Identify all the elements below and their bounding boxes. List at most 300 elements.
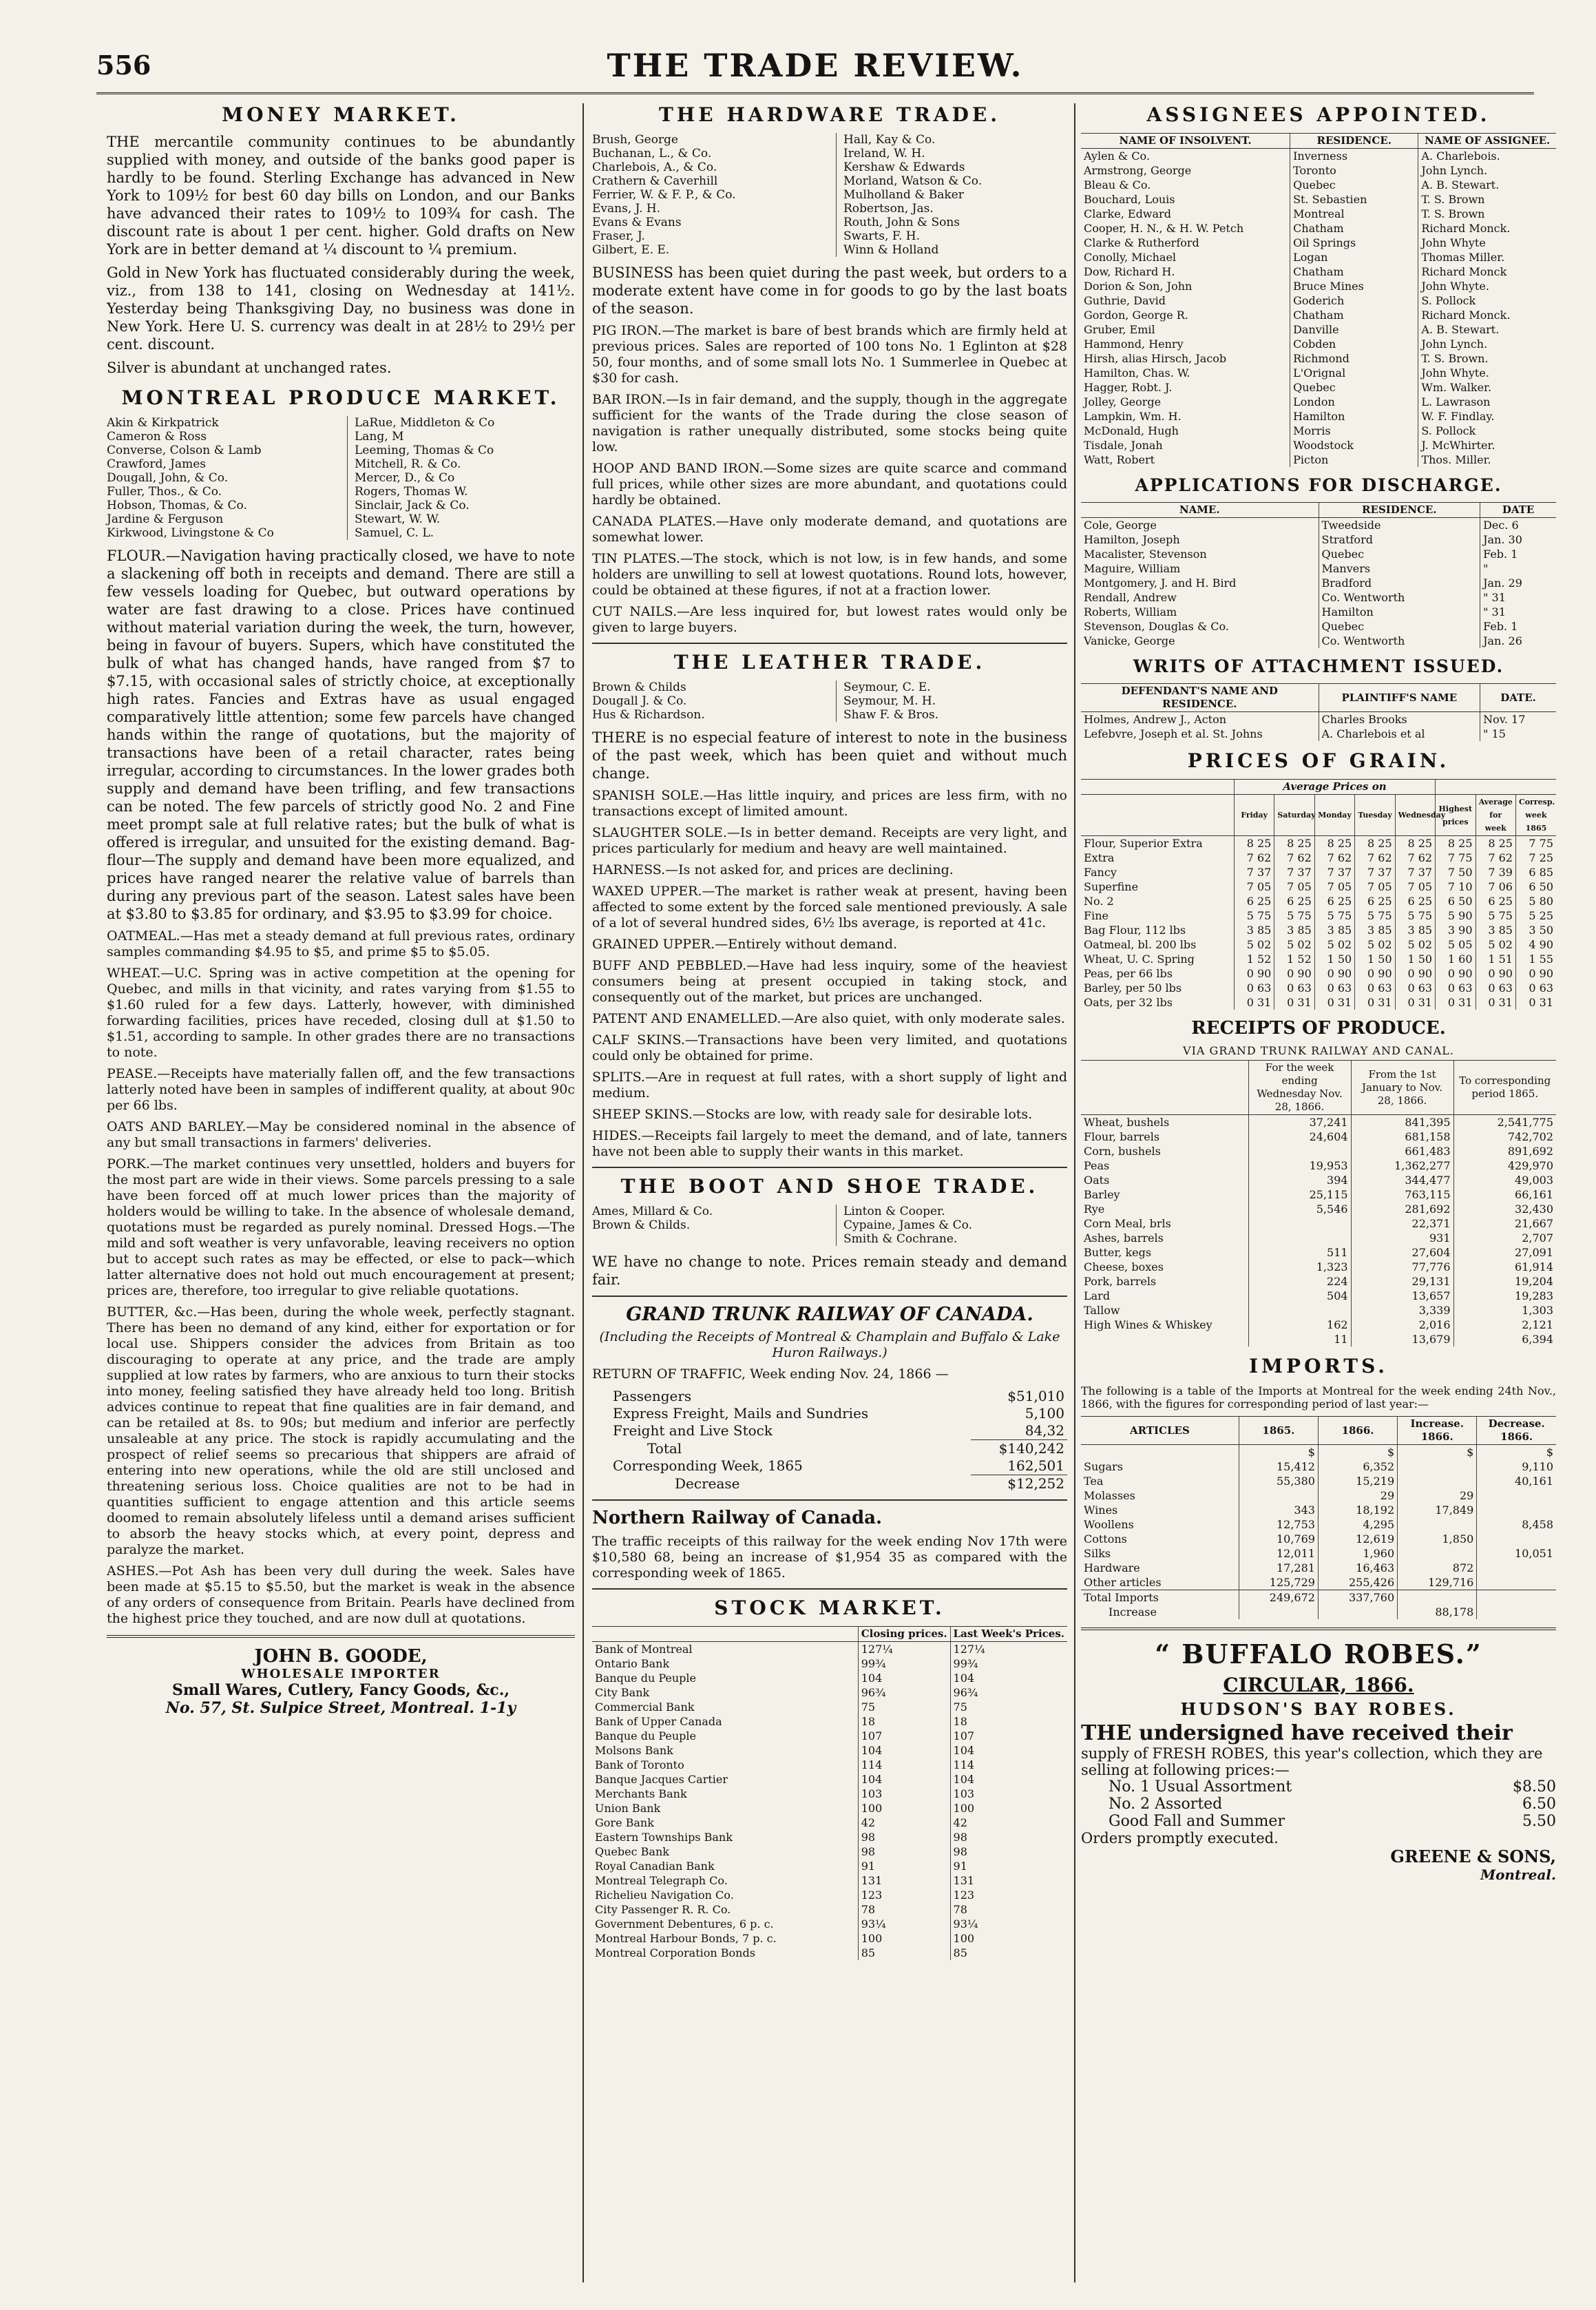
table-cell: " [1480, 561, 1556, 576]
table-cell: 100 [950, 1801, 1067, 1815]
table-row [1081, 727, 1556, 741]
table-cell: 3 85 [1274, 923, 1314, 937]
table-row [1081, 395, 1556, 409]
spanish-sole-paragraph: SPANISH SOLE.—Has little inquiry, and prices are less firm, with no transactions except of limited amount. [592, 788, 1067, 819]
table-cell: 7 25 [1515, 851, 1556, 865]
table-row [1081, 279, 1556, 293]
table-cell: 162 [1248, 1318, 1351, 1332]
table-cell: Bag Flour, 112 lbs [1084, 924, 1186, 937]
table-cell: 5 90 [1436, 908, 1476, 923]
table-row [592, 1743, 1067, 1758]
boot-firms-left [592, 1205, 823, 1246]
table-cell: 7 05 [1274, 880, 1314, 894]
table-row [1081, 1158, 1556, 1173]
table-cell: City Bank [595, 1686, 650, 1699]
table-cell: 3 50 [1515, 923, 1556, 937]
table-cell: Dow, Richard H. [1084, 265, 1175, 278]
gtr-title: GRAND TRUNK RAILWAY OF CANADA. [626, 1304, 1033, 1325]
table-cell: 55,380 [1239, 1474, 1318, 1488]
table-row [1081, 1561, 1556, 1575]
table-cell: 6 50 [1515, 880, 1556, 894]
table-cell: S. Pollock [1418, 424, 1556, 438]
table-cell: Holmes, Andrew J., Acton [1084, 713, 1227, 726]
table-row [592, 1931, 1067, 1946]
firm-name: Morland, Watson & Co. [843, 174, 983, 188]
firm-name: Lang, M [355, 430, 404, 444]
table-row [592, 1830, 1067, 1844]
table-row [1081, 851, 1556, 865]
table-cell: 40,161 [1477, 1474, 1556, 1488]
column-rule [1074, 103, 1075, 2282]
table-row [1081, 1318, 1556, 1332]
bar-iron-paragraph: BAR IRON.—Is in fair demand, and the supply, though in the aggregate sufficient for the wants of the Trade during the close season of navigation is rather unequally distributed, some stocks being quite low. [592, 392, 1067, 455]
price-line: Good Fall and Summer 5.50 [1109, 1813, 1556, 1830]
table-cell: Wm. Walker. [1418, 380, 1556, 395]
table-cell: No. 2 [1084, 895, 1114, 908]
gtr-traffic-table [592, 1388, 1067, 1492]
page-number: 556 [96, 50, 151, 81]
firm-name: Seymour, M. H. [843, 694, 936, 708]
firm-name: Leeming, Thomas & Co [355, 444, 494, 457]
divider [592, 1588, 1067, 1590]
table-cell: Ontario Bank [595, 1657, 670, 1670]
table-cell: Quebec Bank [595, 1845, 669, 1858]
table-cell: 77,776 [1351, 1260, 1453, 1274]
leather-firms-left [592, 680, 823, 722]
divider [592, 1499, 1067, 1501]
table-cell: Pork, barrels [1084, 1275, 1157, 1288]
ad-name: JOHN B. GOODE, [254, 1646, 428, 1667]
firm-name: Hall, Kay & Co. [843, 133, 936, 147]
table-cell: A. Charlebois. [1418, 149, 1556, 164]
table-cell: Molsons Bank [595, 1744, 673, 1757]
column-3 [1081, 103, 1556, 2282]
table-cell: Fancy [1084, 866, 1117, 879]
table-cell: Maguire, William [1084, 562, 1181, 575]
table-cell: 66,161 [1453, 1187, 1556, 1202]
wheat-paragraph: WHEAT.—U.C. Spring was in active competition at the opening for Quebec, and mills in that vicinity, and rates varying from $1.55 to $1.60 ruled for a few days. Latterly, however, with diminished forwarding facilities, prices have receded, closing dull at $1.50 to $1.51, according to sample. In other grades there are no transactions to note. [107, 966, 575, 1060]
table-cell: Superfine [1084, 880, 1139, 893]
table-cell: Ashes, barrels [1084, 1231, 1164, 1245]
table-cell: 1 51 [1476, 952, 1515, 966]
table-cell: 1 55 [1515, 952, 1556, 966]
table-cell: 37,241 [1248, 1115, 1351, 1130]
table-header: For the week ending Wednesday Nov. 28, 1866. From the 1st January to Nov. 28, 1866. To corresponding period 1865. [1081, 1061, 1556, 1115]
table-row [1081, 1546, 1556, 1561]
table-cell: 131 [858, 1873, 950, 1888]
table-cell: S. Pollock [1418, 293, 1556, 308]
table-cell: Stratford [1319, 532, 1480, 547]
tin-plates-paragraph: TIN PLATES.—The stock, which is not low, is in few hands, and some holders are unwilling to sell at lowest quotations. Round lots, however, could be obtained at these figures, if not at a fraction lower. [592, 551, 1067, 598]
leather-firm-list [592, 680, 1067, 722]
firm-name: Shaw F. & Bros. [843, 708, 939, 722]
table-row [592, 1844, 1067, 1859]
table-cell: Flour, barrels [1084, 1130, 1160, 1143]
boot-shoe-title: THE BOOT AND SHOE TRADE. [620, 1175, 1039, 1198]
table-cell: 8 25 [1314, 836, 1354, 851]
stock-title: STOCK MARKET. [714, 1596, 945, 1619]
table-header: ARTICLES 1865. 1866. Increase. 1866. Decrease. 1866. [1081, 1417, 1556, 1445]
price-line: No. 1 Usual Assortment $8.50 [1109, 1778, 1556, 1796]
table-cell: A. B. Stewart. [1418, 322, 1556, 337]
imports-table [1081, 1416, 1556, 1619]
table-row [1081, 1459, 1556, 1474]
gtr-returns-label: RETURN OF TRAFFIC, Week ending Nov. 24, 1866 — [592, 1366, 949, 1382]
table-cell: 103 [858, 1787, 950, 1801]
robes-title: “ BUFFALO ROBES.” [1155, 1638, 1482, 1669]
table-cell: 7 06 [1476, 880, 1515, 894]
hoop-iron-paragraph: HOOP AND BAND IRON.—Some sizes are quite scarce and command full prices, while other sizes are more abundant, and quotations could hardly be obtained. [592, 461, 1067, 508]
cut-nails-paragraph: CUT NAILS.—Are less inquired for, but lowest rates would only be given to large buyers. [592, 604, 1067, 635]
firm-name: Brush, George [592, 133, 678, 147]
table-cell: 7 05 [1234, 880, 1274, 894]
table-cell: 104 [858, 1772, 950, 1787]
table-cell: 7 75 [1436, 851, 1476, 865]
table-row [1081, 995, 1556, 1010]
table-cell: 343 [1239, 1503, 1318, 1517]
robes-orders: Orders promptly executed. [1081, 1830, 1279, 1846]
table-cell: 1,323 [1248, 1260, 1351, 1274]
table-cell: 131 [950, 1873, 1067, 1888]
firm-name: Crawford, James [107, 457, 207, 471]
money-paragraph: Gold in New York has fluctuated considerably during the week, viz., from 138 to 141, closing on Wednesday at 141½. Yesterday being Thanksgiving Day, no business was done in New York. Here U. S. currency was dealt in at 28½ to 29½ per cent. discount. [107, 264, 575, 353]
table-cell: Government Debentures, 6 p. c. [595, 1917, 774, 1931]
table-cell: 24,604 [1248, 1130, 1351, 1144]
firm-name: Dougall J. & Co. [592, 694, 687, 708]
table-row [1081, 1575, 1556, 1590]
table-row [1081, 894, 1556, 908]
writs-table [1081, 683, 1556, 741]
table-cell: 19,283 [1453, 1289, 1556, 1303]
table-cell: Armstrong, George [1084, 164, 1192, 177]
table-row [1081, 366, 1556, 380]
table-cell: 7 37 [1274, 865, 1314, 880]
buffalo-robes-ad [1081, 1638, 1556, 1883]
oats-barley-paragraph: OATS AND BARLEY.—May be considered nominal in the absence of any but small transactions in farmers' deliveries. [107, 1119, 575, 1150]
table-cell: 0 31 [1436, 995, 1476, 1010]
table-row [1081, 236, 1556, 250]
table-cell: 61,914 [1453, 1260, 1556, 1274]
table-cell: Macalister, Stevenson [1084, 548, 1207, 561]
table-header: DEFENDANT'S NAME AND RESIDENCE. PLAINTIFF'S NAME DATE. [1081, 684, 1556, 712]
table-row [1081, 1173, 1556, 1187]
table-cell: Picton [1290, 452, 1418, 467]
table-cell: 10,051 [1477, 1546, 1556, 1561]
leather-paragraph: THERE is no especial feature of interest to note in the business of the past week, which has been quiet and without much change. [592, 729, 1067, 782]
table-row [1081, 221, 1556, 236]
table-cell: Richard Monck [1418, 264, 1556, 279]
table-cell: 29 [1398, 1488, 1477, 1503]
table-cell: 3 85 [1355, 923, 1395, 937]
produce-firms-left [107, 416, 335, 540]
produce-firms-right [347, 416, 575, 540]
table-cell: Rye [1084, 1203, 1105, 1216]
table-cell: 7 37 [1234, 865, 1274, 880]
table-cell: Logan [1290, 250, 1418, 264]
table-cell: 1,303 [1453, 1303, 1556, 1318]
table-row [1081, 1245, 1556, 1260]
ad-goods: Small Wares, Cutlery, Fancy Goods, &c., [171, 1681, 510, 1699]
firm-name: Hobson, Thomas, & Co. [107, 499, 247, 512]
table-cell: 504 [1248, 1289, 1351, 1303]
table-cell: Bruce Mines [1290, 279, 1418, 293]
northern-paragraph: The traffic receipts of this railway for the week ending Nov 17th were $10,580 68, being an increase of $1,954 35 as compared with the corresponding week of 1865. [592, 1534, 1067, 1581]
gtr-subtitle: (Including the Receipts of Montreal & Champlain and Buffalo & Lake Huron Railways.) [599, 1329, 1060, 1360]
table-cell: 7 37 [1395, 865, 1435, 880]
table-cell [1477, 1575, 1556, 1590]
table-row [1081, 547, 1556, 561]
table-cell [1398, 1474, 1477, 1488]
boot-firms-right [836, 1205, 1067, 1246]
table-row [1081, 322, 1556, 337]
table-cell: 16,463 [1318, 1561, 1397, 1575]
table-row [592, 1671, 1067, 1685]
table-cell [1081, 1332, 1248, 1346]
hides-paragraph: HIDES.—Receipts fail largely to meet the demand, and of late, tanners have not been able to supply their wants in this market. [592, 1128, 1067, 1159]
table-cell: 0 63 [1395, 981, 1435, 995]
table-cell: Watt, Robert [1084, 453, 1155, 466]
table-cell: 8 25 [1476, 836, 1515, 851]
firm-name: Robertson, Jas. [843, 202, 934, 216]
table-cell: Cottons [1084, 1532, 1127, 1546]
table-cell [1248, 1144, 1351, 1158]
table-cell: Silks [1084, 1547, 1111, 1560]
table-cell: 0 63 [1314, 981, 1354, 995]
table-cell: Oatmeal, bl. 200 lbs [1084, 938, 1197, 951]
table-cell: 7 05 [1395, 880, 1435, 894]
table-cell: L. Lawrason [1418, 395, 1556, 409]
column-2 [592, 103, 1067, 2282]
table-cell: Montreal [1290, 207, 1418, 221]
table-cell: John Whyte. [1418, 366, 1556, 380]
table-cell: Thos. Miller. [1418, 452, 1556, 467]
table-row [592, 1758, 1067, 1772]
divider [592, 1167, 1067, 1168]
table-row [592, 1859, 1067, 1873]
waxed-upper-paragraph: WAXED UPPER.—The market is rather weak at present, having been affected to some extent by the forced sale mentioned previously. A sale of a lot of several hundred sides, 6½ lbs average, is reported at 41c. [592, 884, 1067, 930]
table-row: Total Imports 249,672 337,760 [1081, 1590, 1556, 1605]
paper-title: THE TRADE REVIEW. [607, 47, 1024, 84]
assignees-title: ASSIGNEES APPOINTED. [1146, 103, 1491, 126]
table-cell [1477, 1532, 1556, 1546]
table-row [1081, 163, 1556, 178]
table-cell: 255,426 [1318, 1575, 1397, 1590]
table-cell: 281,692 [1351, 1202, 1453, 1216]
table-cell: 0 31 [1476, 995, 1515, 1010]
ad-trade: WHOLESALE IMPORTER [241, 1667, 441, 1681]
table-cell: Wheat, bushels [1084, 1116, 1170, 1129]
table-cell: " 31 [1480, 590, 1556, 605]
table-cell: 841,395 [1351, 1115, 1453, 1130]
table-cell: 123 [858, 1888, 950, 1902]
table-cell: 6 25 [1476, 894, 1515, 908]
table-row [592, 1772, 1067, 1787]
table-cell: L'Orignal [1290, 366, 1418, 380]
canada-plates-paragraph: CANADA PLATES.—Have only moderate demand, and quotations are somewhat lower. [592, 514, 1067, 545]
table-cell: Richelieu Navigation Co. [595, 1888, 734, 1902]
table-cell: 104 [950, 1772, 1067, 1787]
table-cell: St. Sebastien [1290, 192, 1418, 207]
grain-table [1081, 779, 1556, 1010]
table-row [1081, 1303, 1556, 1318]
robes-firm: GREENE & SONS, [1390, 1846, 1556, 1866]
table-cell: 12,619 [1318, 1532, 1397, 1546]
table-cell: Clarke & Rutherford [1084, 236, 1199, 249]
table-cell: 7 37 [1355, 865, 1395, 880]
table-cell: 104 [858, 1671, 950, 1685]
table-cell: 6 25 [1314, 894, 1354, 908]
receipts-table [1081, 1060, 1556, 1346]
table-cell: 394 [1248, 1173, 1351, 1187]
table-header: NAME OF INSOLVENT. RESIDENCE. NAME OF ASSIGNEE. [1081, 134, 1556, 149]
table-cell: 114 [950, 1758, 1067, 1772]
table-cell: 8 25 [1436, 836, 1476, 851]
table-cell: Feb. 1 [1480, 547, 1556, 561]
table-cell: 75 [950, 1700, 1067, 1714]
table-cell: 7 50 [1436, 865, 1476, 880]
table-cell: 127¼ [858, 1642, 950, 1657]
table-cell: 6 50 [1436, 894, 1476, 908]
robes-intro: THE undersigned have received their [1081, 1721, 1513, 1745]
table-cell: Oil Springs [1290, 236, 1418, 250]
table-cell: Guthrie, David [1084, 294, 1166, 307]
table-header: Closing prices. Last Week's Prices. [592, 1627, 1067, 1642]
table-cell: Hardware [1084, 1561, 1140, 1574]
assignees-table [1081, 133, 1556, 467]
table-cell: Corn Meal, brls [1084, 1217, 1171, 1230]
table-cell: 13,679 [1351, 1332, 1453, 1346]
table-cell: 96¾ [950, 1685, 1067, 1700]
table-cell: 25,115 [1248, 1187, 1351, 1202]
table-cell [1248, 1303, 1351, 1318]
table-row [1081, 576, 1556, 590]
table-cell: 7 75 [1515, 836, 1556, 851]
oatmeal-paragraph: OATMEAL.—Has met a steady demand at full previous rates, ordinary samples commanding $4.95 to $5, and prime $5 to $5.05. [107, 928, 575, 959]
table-row [1081, 178, 1556, 192]
discharge-table [1081, 502, 1556, 648]
table-cell: Extra [1084, 851, 1115, 864]
table-cell: 0 90 [1395, 966, 1435, 981]
table-row [1081, 966, 1556, 981]
table-row [1081, 605, 1556, 619]
table-cell: 13,657 [1351, 1289, 1453, 1303]
table-cell: Montreal Corporation Bonds [595, 1946, 755, 1959]
table-cell: 15,412 [1239, 1459, 1318, 1474]
table-cell: 7 37 [1314, 865, 1354, 880]
table-cell: Chatham [1290, 308, 1418, 322]
firm-name: Routh, John & Sons [843, 216, 960, 229]
table-cell: 872 [1398, 1561, 1477, 1575]
table-cell: Hamilton [1319, 605, 1480, 619]
table-cell: Hamilton, Joseph [1084, 533, 1180, 546]
firm-name: Ames, Millard & Co. [592, 1205, 713, 1218]
table-cell: 17,281 [1239, 1561, 1318, 1575]
table-cell: " 31 [1480, 605, 1556, 619]
table-row [1081, 1532, 1556, 1546]
table-cell: 78 [858, 1902, 950, 1917]
table-cell: Peas, per 66 lbs [1084, 967, 1173, 980]
stock-table [592, 1626, 1067, 1960]
table-row [1081, 923, 1556, 937]
table-row [592, 1917, 1067, 1931]
table-cell: 75 [858, 1700, 950, 1714]
table-cell: John Lynch. [1418, 337, 1556, 351]
slaughter-sole-paragraph: SLAUGHTER SOLE.—Is in better demand. Receipts are very light, and prices particularly for medium and heavy are well maintained. [592, 825, 1067, 856]
calf-skins-paragraph: CALF SKINS.—Transactions have been very limited, and quotations could only be obtained for prime. [592, 1032, 1067, 1063]
divider [1081, 1627, 1556, 1630]
table-cell [1398, 1459, 1477, 1474]
firm-name: Fraser, J. [592, 229, 645, 243]
firm-name: Sinclair, Jack & Co. [355, 499, 470, 512]
table-cell: 1 50 [1314, 952, 1354, 966]
table-cell: 7 62 [1234, 851, 1274, 865]
table-cell: Quebec [1290, 178, 1418, 192]
peas-paragraph: PEASE.—Receipts have materially fallen off, and the few transactions latterly noted have been in samples of indifferent quality, at about 90c per 66 lbs. [107, 1066, 575, 1113]
butter-paragraph: BUTTER, &c.—Has been, during the whole week, perfectly stagnant. There has been no demand of any kind, either for exportation or for local use. Shippers consider the advices from Britain as too discouraging to operate at any price, and the trade are amply supplied at low rates by farmers, who are anxious to turn their stocks into money, feeling satisfied they have already held too long. British advices continue to repeat that fine qualities are in fair demand, and can be retailed at 8s. to 90s; but medium and inferior are perfectly unsaleable at any price. The stock is rapidly accumulating and the prospect of relief seems so precarious that shippers are afraid of entering into new operations, while the old are still unclosed and threatening serious loss. Choice qualities are not to be had in quantities sufficient to engage attention and this article seems doomed to remain absolutely lifeless until a demand arises sufficient to absorb the heavy stocks which, at every point, depress and paralyze the market. [107, 1304, 575, 1557]
table-row [1081, 619, 1556, 634]
splits-paragraph: SPLITS.—Are in request at full rates, with a short supply of light and medium. [592, 1070, 1067, 1101]
table-cell: Butter, kegs [1084, 1246, 1152, 1259]
firm-name: Winn & Holland [843, 243, 939, 257]
table-cell: 8,458 [1477, 1517, 1556, 1532]
table-cell: Lampkin, Wm. H. [1084, 410, 1182, 423]
table-cell: 5 75 [1355, 908, 1395, 923]
table-cell: 0 63 [1274, 981, 1314, 995]
table-cell: Banque du Peuple [595, 1672, 696, 1685]
table-cell: 0 63 [1355, 981, 1395, 995]
table-cell: 91 [950, 1859, 1067, 1873]
boot-paragraph: WE have no change to note. Prices remain steady and demand fair. [592, 1253, 1067, 1288]
table-cell: Montreal Telegraph Co. [595, 1874, 728, 1887]
table-cell: 5 75 [1314, 908, 1354, 923]
table-cell: 0 31 [1314, 995, 1354, 1010]
table-cell: Hagger, Robt. J. [1084, 381, 1173, 394]
patent-paragraph: PATENT AND ENAMELLED.—Are also quiet, with only moderate sales. [592, 1011, 1065, 1026]
table-cell: Vanicke, George [1084, 634, 1175, 647]
table-cell: Bleau & Co. [1084, 178, 1151, 191]
table-header: Friday Saturday Monday Tuesday Wednesday Highest prices Average for week Corresp. week 1865 [1081, 795, 1556, 836]
table-row [592, 1902, 1067, 1917]
table-cell: 3 85 [1314, 923, 1354, 937]
ad-address: No. 57, St. Sulpice Street, Montreal. 1-1y [165, 1699, 516, 1717]
table-cell: Gordon, George R. [1084, 309, 1188, 322]
table-cell: Union Bank [595, 1802, 661, 1815]
firm-name: Kirkwood, Livingstone & Co [107, 526, 274, 540]
table-cell: 0 63 [1515, 981, 1556, 995]
boot-firm-list [592, 1205, 1067, 1246]
firm-name: Mitchell, R. & Co. [355, 457, 461, 471]
table-row [1081, 1289, 1556, 1303]
divider [592, 643, 1067, 644]
table-cell: 0 90 [1274, 966, 1314, 981]
hardware-firm-list [592, 133, 1067, 257]
table-cell: 78 [950, 1902, 1067, 1917]
table-cell: 0 63 [1476, 981, 1515, 995]
table-row [1081, 192, 1556, 207]
table-cell: Richmond [1290, 351, 1418, 366]
table-cell: 4,295 [1318, 1517, 1397, 1532]
table-cell: Sugars [1084, 1460, 1123, 1473]
table-header: Average Prices on [1081, 780, 1556, 795]
table-cell: Roberts, William [1084, 605, 1177, 618]
table-cell: 681,158 [1351, 1130, 1453, 1144]
table-cell: 0 63 [1436, 981, 1476, 995]
table-cell: Flour, Superior Extra [1084, 837, 1203, 850]
table-row [1081, 880, 1556, 894]
table-cell: 1,362,277 [1351, 1158, 1453, 1173]
table-row [1081, 1115, 1556, 1130]
table-cell: Gruber, Emil [1084, 323, 1155, 336]
